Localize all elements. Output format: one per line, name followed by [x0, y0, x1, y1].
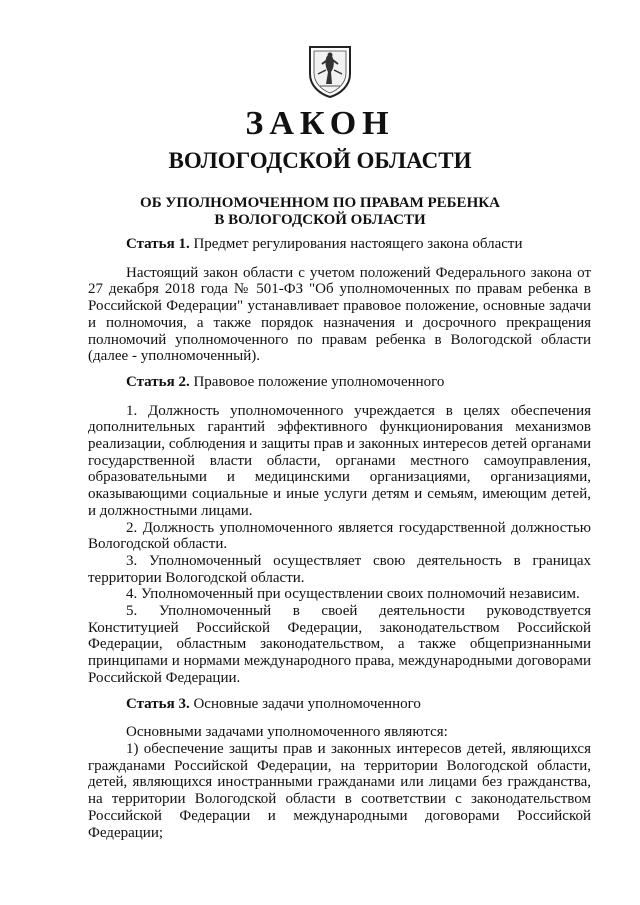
article-2-heading	[88, 374, 591, 391]
law-subject-line-1: ОБ УПОЛНОМОЧЕННОМ ПО ПРАВАМ РЕБЕНКА	[140, 195, 500, 211]
article-3-heading	[88, 696, 591, 713]
article-2-paragraph-4: 4. Уполномоченный при осуществлении своих полномочий независим.	[126, 586, 580, 603]
article-1-heading	[88, 236, 591, 253]
law-subject	[0, 195, 640, 229]
document-body	[88, 236, 591, 841]
article-1-title: Предмет регулирования настоящего закона области	[193, 236, 523, 252]
article-2-title: Правовое положение уполномоченного	[193, 373, 445, 390]
law-subject-line-2: В ВОЛОГОДСКОЙ ОБЛАСТИ	[214, 212, 426, 228]
document-region: ВОЛОГОДСКОЙ ОБЛАСТИ	[168, 148, 472, 173]
article-2-paragraph-5: 5. Уполномоченный в своей деятельности руководствуется Конституцией Российской Федерации, законодательством Российской Федерации, областным законодательством, а также общепризнанными принципами и нормами международного права, международными договорами Российской Федерации.	[88, 603, 591, 686]
article-3-title: Основные задачи уполномоченного	[193, 695, 421, 712]
article-2-paragraph-2: 2. Должность уполномоченного является государственной должностью Вологодской области.	[88, 519, 591, 553]
article-3-item-1: 1) обеспечение защиты прав и законных интересов детей, являющихся гражданами Российской Федерации, на территории Вологодской области, детей, являющихся иностранными гражданами или лицами без гражданства, на территории Вологодской области в соответствии с законодательством Российской Федерации и международными договорами Российской Федерации;	[88, 740, 591, 841]
article-3-intro: Основными задачами уполномоченного являются:	[126, 724, 448, 741]
coat-of-arms-emblem	[306, 44, 354, 98]
article-1-label: Статья 1.	[126, 236, 190, 252]
article-1-paragraph: Настоящий закон области с учетом положений Федерального закона от 27 декабря 2018 года № 501-ФЗ "Об уполномоченных по правам ребенка в Российской Федерации" устанавливает правовое положение, основные задачи и полномочия, а также порядок назначения и досрочного прекращения полномочий уполномоченного по правам ребенка в Вологодской области (далее - уполномоченный).	[88, 264, 591, 365]
article-3-label: Статья 3.	[126, 695, 190, 712]
article-2-paragraph-3: 3. Уполномоченный осуществляет свою деятельность в границах территории Вологодской области.	[88, 552, 591, 586]
article-2-label: Статья 2.	[126, 373, 190, 390]
article-2-paragraph-1: 1. Должность уполномоченного учреждается в целях обеспечения дополнительных гарантий эффективного функционирования механизмов реализации, соблюдения и защиты прав и законных интересов детей органами государственной власти области, органами местного самоуправления, образовательными и медицинскими организациями, организациями, оказывающими социальные и иные услуги детям и семьям, имеющим детей, и должностными лицами.	[88, 402, 591, 519]
document-title: ЗАКОН	[245, 105, 395, 142]
